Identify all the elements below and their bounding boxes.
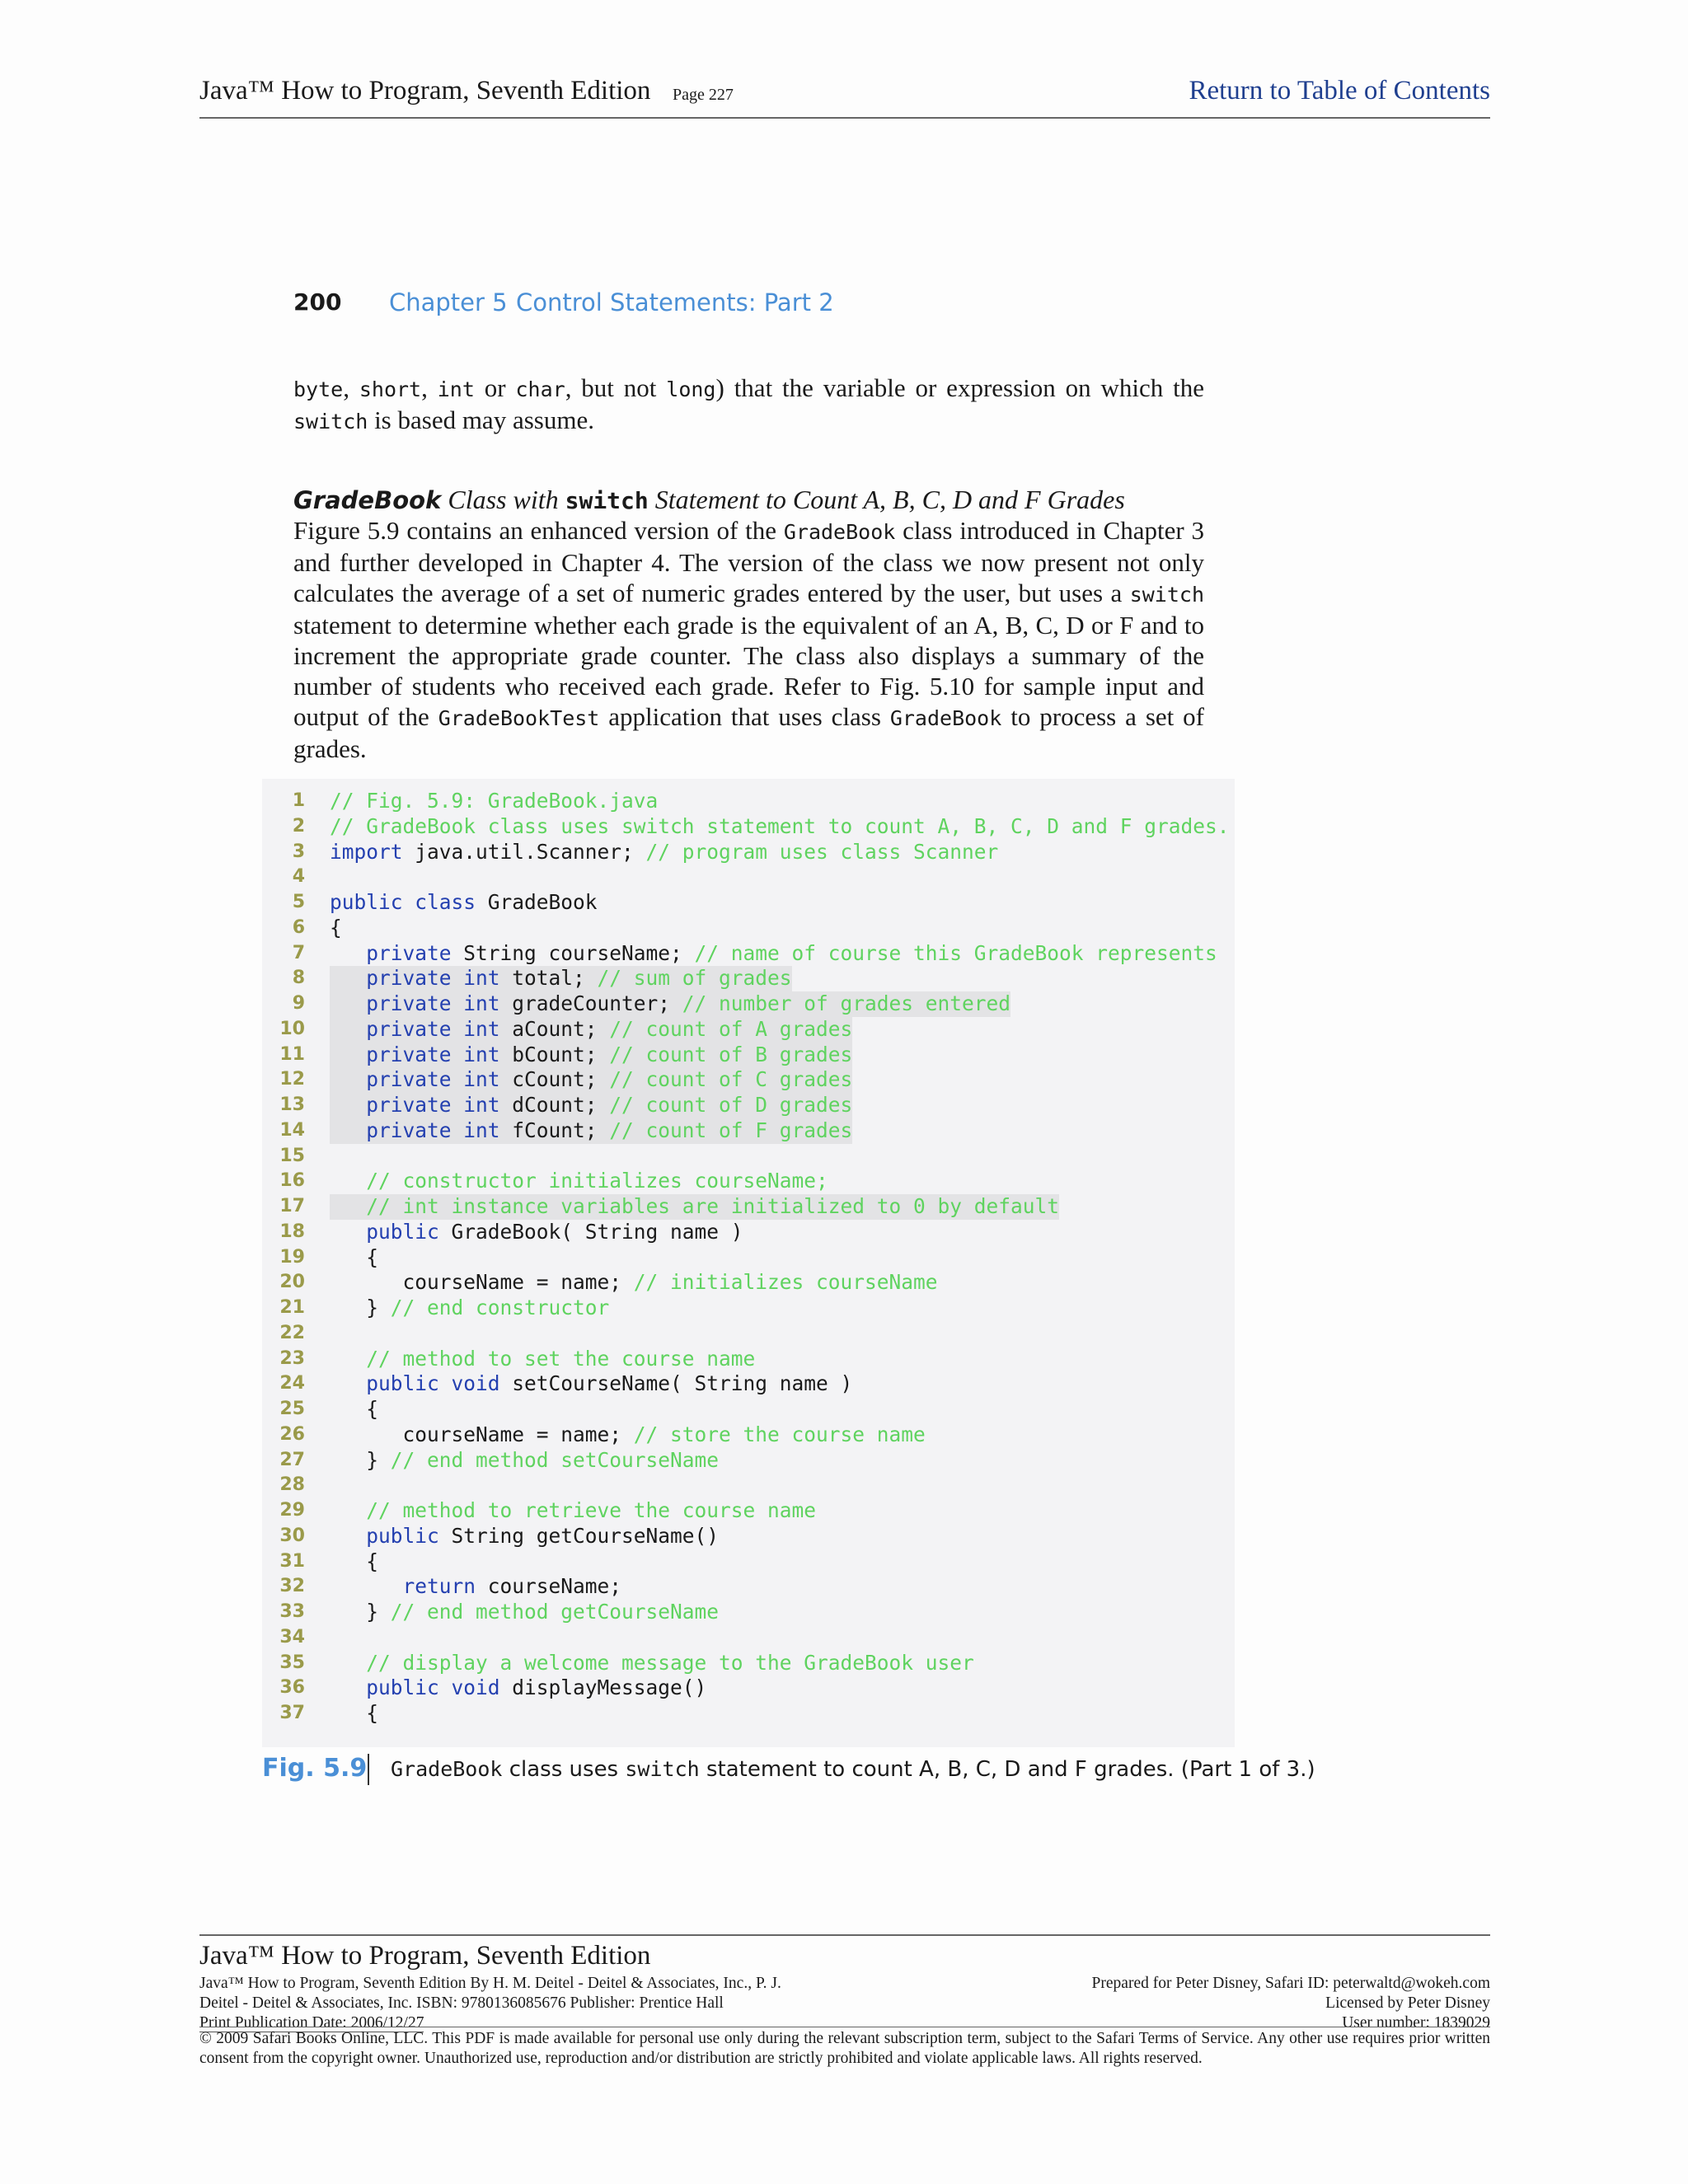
section-heading: GradeBook Class with switch Statement to Count A, B, C, D and F Grades — [293, 485, 1125, 514]
code-keyword: public — [366, 1523, 439, 1548]
code-token — [330, 1498, 366, 1522]
code-line — [262, 1524, 1235, 1549]
page-footer — [199, 1934, 1490, 2068]
line-number: 33 — [279, 1601, 305, 1622]
line-number: 11 — [279, 1043, 305, 1065]
code-text — [330, 1701, 378, 1727]
code-text — [330, 966, 792, 991]
code-comment: // end method getCourseName — [390, 1600, 720, 1624]
line-number: 28 — [279, 1474, 305, 1496]
code-token: } — [330, 1600, 391, 1624]
page-reference: Page 227 — [673, 86, 734, 104]
code-token — [330, 1524, 366, 1548]
code-line — [262, 1371, 1235, 1397]
code-token: setCourseName( String name ) — [499, 1371, 853, 1396]
caption-text: GradeBook class uses switch statement to count A, B, C, D and F grades. (Part 1 of 3.) — [391, 1757, 1315, 1782]
code-line — [262, 1017, 1235, 1043]
line-number: 24 — [279, 1373, 305, 1394]
code-keyword: private int — [366, 1067, 500, 1092]
line-number: 4 — [292, 866, 305, 888]
code-listing — [262, 779, 1235, 1747]
top-header — [199, 74, 1490, 119]
code-token: java.util.Scanner; — [402, 839, 646, 864]
chapter-label: Chapter 5 — [389, 288, 508, 316]
code-line — [262, 1600, 1235, 1625]
code-comment: // int instance variables are initialized to 0 by default — [366, 1194, 1060, 1218]
code-line — [262, 1194, 1235, 1220]
code-token: displayMessage() — [499, 1675, 707, 1700]
inline-code: GradeBook — [783, 520, 896, 544]
code-comment: // store the course name — [633, 1422, 926, 1446]
code-comment: // display a welcome message to the GradeBook user — [366, 1650, 974, 1675]
code-token: cCount; — [499, 1067, 610, 1092]
code-token — [330, 1347, 366, 1371]
line-number: 10 — [279, 1018, 305, 1039]
code-keyword: private — [366, 940, 452, 965]
code-text — [330, 1067, 852, 1093]
code-comment: // method to set the course name — [366, 1346, 756, 1371]
inline-code: switch — [293, 410, 368, 434]
code-line — [262, 1347, 1235, 1372]
line-number: 12 — [279, 1069, 305, 1090]
line-number: 29 — [279, 1500, 305, 1521]
code-token — [330, 1194, 366, 1218]
code-token — [330, 1067, 366, 1091]
line-number: 27 — [279, 1449, 305, 1470]
code-keyword: public class — [330, 890, 476, 914]
code-lines — [262, 789, 1235, 1727]
footer-license-info: Prepared for Peter Disney, Safari ID: peterwaltd@wokeh.com Licensed by Peter Disney User number: 1839029 — [1091, 1975, 1490, 2032]
inline-code: int — [437, 377, 475, 401]
code-keyword: private int — [366, 1016, 500, 1041]
code-text — [330, 991, 1010, 1017]
code-text — [330, 1549, 378, 1575]
line-number: 15 — [279, 1145, 305, 1166]
code-token: { — [330, 1397, 379, 1421]
code-line — [262, 1574, 1235, 1600]
code-text — [330, 1220, 743, 1245]
code-line — [262, 1701, 1235, 1727]
code-line — [262, 1321, 1235, 1347]
code-keyword: public void — [366, 1371, 500, 1396]
code-line — [262, 1245, 1235, 1271]
code-token: courseName = name; — [330, 1270, 634, 1295]
code-comment: // count of A grades — [609, 1016, 853, 1041]
caption-divider — [368, 1754, 369, 1785]
code-token: String courseName; — [451, 940, 695, 965]
code-line — [262, 1169, 1235, 1194]
line-number: 13 — [279, 1094, 305, 1115]
line-number: 5 — [292, 892, 305, 912]
line-number: 31 — [279, 1550, 305, 1572]
code-line — [262, 1625, 1235, 1651]
code-keyword: private int — [366, 1118, 500, 1142]
code-text — [330, 814, 1230, 840]
line-number: 21 — [279, 1297, 305, 1318]
code-token — [330, 991, 366, 1015]
code-text — [330, 1422, 926, 1448]
code-token: { — [330, 1549, 379, 1573]
code-text — [330, 1194, 1059, 1220]
code-line — [262, 941, 1235, 967]
code-line — [262, 789, 1235, 814]
body-paragraph: Figure 5.9 contains an enhanced version of the GradeBook class introduced in Chapter 3 and further developed in Chapter 4. The version of the class we now present not only calculates the average of a set of numeric grades entered by the user, but uses a switch statement to determine whether each grade is the equivalent of an A, B, C, D or F and to increment the appropriate grade counter. The class also displays a summary of the number of students who received each grade. Refer to Fig. 5.10 for sample input and output of the GradeBookTest application that uses class GradeBook to process a set of grades. — [293, 516, 1204, 763]
code-line — [262, 991, 1235, 1017]
code-token — [330, 941, 366, 965]
line-number: 22 — [279, 1322, 305, 1343]
inline-code: char — [515, 377, 565, 401]
code-text — [330, 1574, 621, 1600]
code-line — [262, 1043, 1235, 1068]
code-line — [262, 1296, 1235, 1321]
code-token: courseName; — [476, 1574, 622, 1599]
code-comment: // number of grades entered — [682, 991, 1011, 1015]
code-token: { — [330, 915, 342, 940]
line-number: 1 — [292, 790, 305, 811]
code-token: { — [330, 1701, 379, 1725]
line-number: 25 — [279, 1399, 305, 1419]
code-line — [262, 1093, 1235, 1118]
line-number: 36 — [279, 1677, 305, 1699]
code-line — [262, 890, 1235, 916]
line-number: 26 — [279, 1423, 305, 1445]
code-token — [330, 1651, 366, 1675]
code-token: bCount; — [499, 1042, 610, 1066]
code-comment: // sum of grades — [597, 966, 792, 991]
code-text — [330, 916, 342, 941]
code-line — [262, 865, 1235, 890]
code-keyword: private int — [366, 1042, 500, 1066]
inline-code: byte — [293, 377, 344, 401]
code-text — [330, 1118, 852, 1144]
code-token — [330, 1118, 366, 1142]
code-text — [330, 1270, 938, 1296]
code-line — [262, 1549, 1235, 1575]
code-token — [330, 966, 366, 990]
inline-code: switch — [1129, 583, 1204, 607]
code-token — [330, 1043, 366, 1066]
code-text — [330, 1675, 706, 1701]
footer-publication-info: Java™ How to Program, Seventh Edition By H. M. Deitel - Deitel & Associates, Inc., P. J. Deitel - Deitel & Associates, Inc. ISBN: 9780136085676 Publisher: Prentice Hall Print Publication Date: 2006/12/27 — [199, 1975, 781, 2032]
code-token — [330, 1169, 366, 1193]
code-comment: // count of B grades — [609, 1042, 853, 1066]
code-line — [262, 1118, 1235, 1144]
line-number: 2 — [292, 815, 305, 837]
code-text — [330, 1448, 719, 1474]
code-line — [262, 1144, 1235, 1169]
inline-code: long — [666, 377, 716, 401]
code-keyword: private int — [366, 1093, 500, 1117]
code-line — [262, 1422, 1235, 1448]
code-line — [262, 1675, 1235, 1701]
code-token — [330, 1675, 366, 1699]
line-number: 8 — [292, 968, 305, 989]
code-token — [330, 1093, 366, 1117]
line-number: 14 — [279, 1119, 305, 1141]
code-token — [330, 1220, 366, 1244]
code-line — [262, 1498, 1235, 1524]
line-number: 35 — [279, 1652, 305, 1673]
chapter-title: Control Statements: Part 2 — [516, 288, 834, 316]
code-token: GradeBook( String name ) — [438, 1219, 743, 1244]
code-line — [262, 1651, 1235, 1676]
code-text — [330, 1169, 828, 1194]
code-token: GradeBook — [476, 890, 598, 914]
line-number: 18 — [279, 1221, 305, 1242]
code-token: aCount; — [499, 1016, 610, 1041]
code-keyword: return — [402, 1574, 476, 1599]
page-number: 200 — [293, 288, 342, 316]
code-token — [330, 1371, 366, 1395]
code-keyword: import — [330, 839, 403, 864]
code-token: dCount; — [499, 1093, 610, 1117]
line-number: 23 — [279, 1347, 305, 1369]
code-comment: // count of F grades — [609, 1118, 853, 1142]
line-number: 17 — [279, 1196, 305, 1216]
code-keyword: public void — [366, 1675, 500, 1700]
code-token: String getCourseName() — [438, 1523, 720, 1548]
code-comment: // end constructor — [390, 1296, 610, 1319]
code-text — [330, 1600, 719, 1625]
code-comment: // GradeBook class uses switch statement to count A, B, C, D and F grades. — [330, 813, 1230, 838]
code-line — [262, 1473, 1235, 1498]
code-comment: // name of course this GradeBook represents — [694, 940, 1217, 965]
code-comment: // program uses class Scanner — [645, 839, 999, 864]
book-title: Java™ How to Program, Seventh Edition — [199, 76, 651, 105]
inline-code: GradeBookTest — [438, 706, 600, 730]
code-token: courseName = name; — [330, 1422, 634, 1446]
code-text — [330, 1397, 378, 1422]
code-token: fCount; — [499, 1118, 610, 1142]
code-line — [262, 1270, 1235, 1296]
code-keyword: public — [366, 1219, 439, 1244]
line-number: 3 — [292, 841, 305, 862]
code-text — [330, 1347, 755, 1372]
code-comment: // Fig. 5.9: GradeBook.java — [330, 789, 659, 813]
line-number: 20 — [279, 1272, 305, 1293]
code-comment: // end method setCourseName — [390, 1447, 720, 1472]
code-comment: // initializes courseName — [633, 1270, 938, 1295]
inline-code: short — [359, 377, 422, 401]
code-text — [330, 789, 658, 814]
code-comment: // count of C grades — [609, 1067, 853, 1092]
line-number: 34 — [279, 1626, 305, 1647]
code-text — [330, 1017, 852, 1043]
code-token: } — [330, 1447, 391, 1472]
line-number: 7 — [292, 942, 305, 963]
code-text — [330, 1093, 852, 1118]
line-number: 30 — [279, 1525, 305, 1546]
code-line — [262, 1067, 1235, 1093]
code-keyword: private int — [366, 966, 500, 991]
footer-copyright: © 2009 Safari Books Online, LLC. This PDF is made available for personal use only during the relevant subscription term, subject to the Safari Terms of Service. Any other use requires prior written consent from the copyright owner. Unauthorized use, reproduction and/or distribution are strictly prohibited and violate applicable laws. All rights reserved. — [199, 2027, 1490, 2069]
code-text — [330, 1296, 609, 1321]
code-token: } — [330, 1296, 391, 1319]
code-line — [262, 1220, 1235, 1245]
code-comment: // count of D grades — [609, 1093, 853, 1117]
return-to-toc-link[interactable]: Return to Table of Contents — [1189, 76, 1490, 105]
code-token: { — [330, 1244, 379, 1269]
code-keyword: private int — [366, 991, 500, 1015]
code-token — [330, 1574, 403, 1598]
footer-title: Java™ How to Program, Seventh Edition — [199, 1941, 651, 1971]
code-text — [330, 1043, 852, 1068]
code-line — [262, 916, 1235, 941]
code-text — [330, 1498, 816, 1524]
code-line — [262, 1397, 1235, 1422]
code-comment: // method to retrieve the course name — [366, 1498, 817, 1522]
code-line — [262, 814, 1235, 840]
inline-code: GradeBook — [889, 706, 1002, 730]
code-text — [330, 1371, 852, 1397]
code-text — [330, 1524, 719, 1549]
code-token — [330, 1017, 366, 1041]
line-number: 37 — [279, 1703, 305, 1723]
code-text — [330, 840, 998, 865]
line-number: 19 — [279, 1246, 305, 1268]
code-text — [330, 1651, 974, 1676]
line-number: 16 — [279, 1170, 305, 1192]
code-text — [330, 890, 598, 916]
code-token: total; — [499, 966, 598, 991]
code-line — [262, 966, 1235, 991]
line-number: 32 — [279, 1576, 305, 1597]
code-line — [262, 840, 1235, 865]
code-text — [330, 1245, 378, 1271]
line-number: 9 — [292, 993, 305, 1014]
code-text — [330, 941, 1217, 967]
code-token: gradeCounter; — [499, 991, 682, 1015]
figure-label: Fig. 5.9 — [262, 1754, 368, 1783]
intro-paragraph: byte, short, int or char, but not long) that the variable or expression on which the switch is based may assume. — [293, 373, 1205, 434]
code-comment: // constructor initializes courseName; — [366, 1169, 828, 1193]
code-line — [262, 1448, 1235, 1474]
line-number: 6 — [292, 916, 305, 938]
